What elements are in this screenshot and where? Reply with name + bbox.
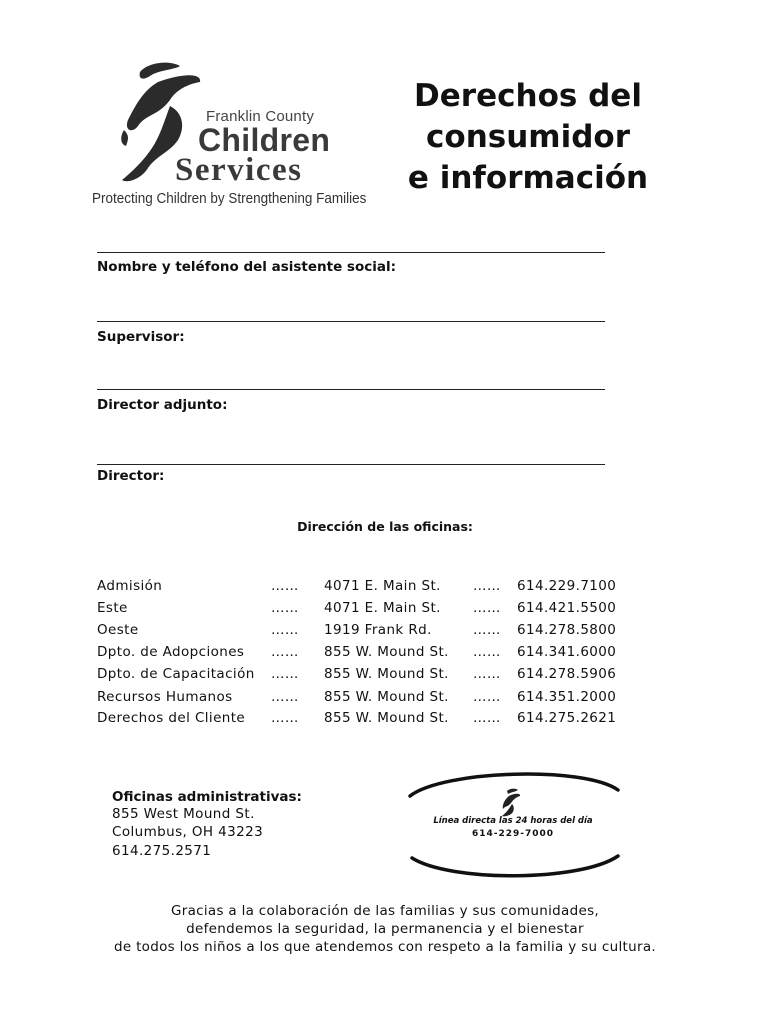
admin-street: 855 West Mound St. (112, 806, 255, 822)
logo-name-line1: Children (198, 122, 331, 158)
office-name: Derechos del Cliente (97, 710, 246, 726)
logo-tagline: Protecting Children by Strengthening Families (92, 191, 367, 207)
footer-line1: Gracias a la colaboración de las familias y sus comunidades, (170, 903, 600, 919)
signature-line-caseworker (97, 252, 605, 253)
office-address: 855 W. Mound St. (324, 710, 449, 726)
signature-line-deputy-director (97, 389, 605, 390)
office-name: Oeste (97, 622, 139, 638)
leader-dots: …… (271, 689, 299, 705)
office-address: 855 W. Mound St. (324, 666, 449, 682)
leader-dots: …… (473, 622, 501, 638)
leader-dots: …… (271, 600, 299, 616)
document-title (398, 76, 658, 199)
office-row (97, 622, 657, 644)
title-line3: e información (407, 160, 649, 196)
leader-dots: …… (473, 600, 501, 616)
office-address: 4071 E. Main St. (324, 600, 441, 616)
office-address: 1919 Frank Rd. (324, 622, 432, 638)
office-phone: 614.229.7100 (517, 578, 617, 594)
leader-dots: …… (473, 644, 501, 660)
office-phone: 614.351.2000 (517, 689, 617, 705)
office-name: Dpto. de Adopciones (97, 644, 245, 660)
leader-dots: …… (473, 689, 501, 705)
logo-name-line2: Services (175, 152, 303, 188)
office-name: Este (97, 600, 128, 616)
office-row (97, 710, 657, 732)
title-line2: consumidor (426, 119, 630, 155)
footer-line2: defendemos la seguridad, la permanencia y el bienestar (186, 921, 584, 937)
admin-offices-title: Oficinas administrativas: (112, 789, 302, 805)
office-phone: 614.275.2621 (517, 710, 617, 726)
leader-dots: …… (271, 622, 299, 638)
title-line1: Derechos del (414, 78, 642, 114)
office-row (97, 578, 657, 600)
office-name: Admisión (97, 578, 163, 594)
office-phone: 614.278.5800 (517, 622, 617, 638)
admin-phone: 614.275.2571 (112, 843, 212, 859)
footer-line3: de todos los niños a los que atendemos con respeto a la familia y su cultura. (114, 939, 656, 955)
office-name: Recursos Humanos (97, 689, 233, 705)
office-phone: 614.421.5500 (517, 600, 617, 616)
signature-line-supervisor (97, 321, 605, 322)
leader-dots: …… (473, 710, 501, 726)
office-row (97, 600, 657, 622)
leader-dots: …… (271, 644, 299, 660)
hotline-logo-icon (499, 788, 523, 818)
caseworker-label: Nombre y teléfono del asistente social: (97, 259, 397, 275)
hotline-label: Línea directa las 24 horas del día (433, 816, 593, 826)
office-address: 855 W. Mound St. (324, 644, 449, 660)
office-row (97, 644, 657, 666)
office-address: 4071 E. Main St. (324, 578, 441, 594)
offices-heading: Dirección de las oficinas: (297, 519, 473, 534)
office-phone: 614.341.6000 (517, 644, 617, 660)
office-phone: 614.278.5906 (517, 666, 617, 682)
office-row (97, 666, 657, 688)
leader-dots: …… (473, 578, 501, 594)
leader-dots: …… (473, 666, 501, 682)
leader-dots: …… (271, 666, 299, 682)
signature-line-director (97, 464, 605, 465)
hotline-phone: 614-229-7000 (471, 829, 555, 839)
leader-dots: …… (271, 710, 299, 726)
office-address: 855 W. Mound St. (324, 689, 449, 705)
office-name: Dpto. de Capacitación (97, 666, 255, 682)
admin-city: Columbus, OH 43223 (112, 824, 264, 840)
director-label: Director: (97, 468, 165, 484)
deputy-director-label: Director adjunto: (97, 397, 228, 413)
logo-county-text: Franklin County (206, 108, 315, 125)
supervisor-label: Supervisor: (97, 329, 185, 345)
office-row (97, 689, 657, 711)
leader-dots: …… (271, 578, 299, 594)
